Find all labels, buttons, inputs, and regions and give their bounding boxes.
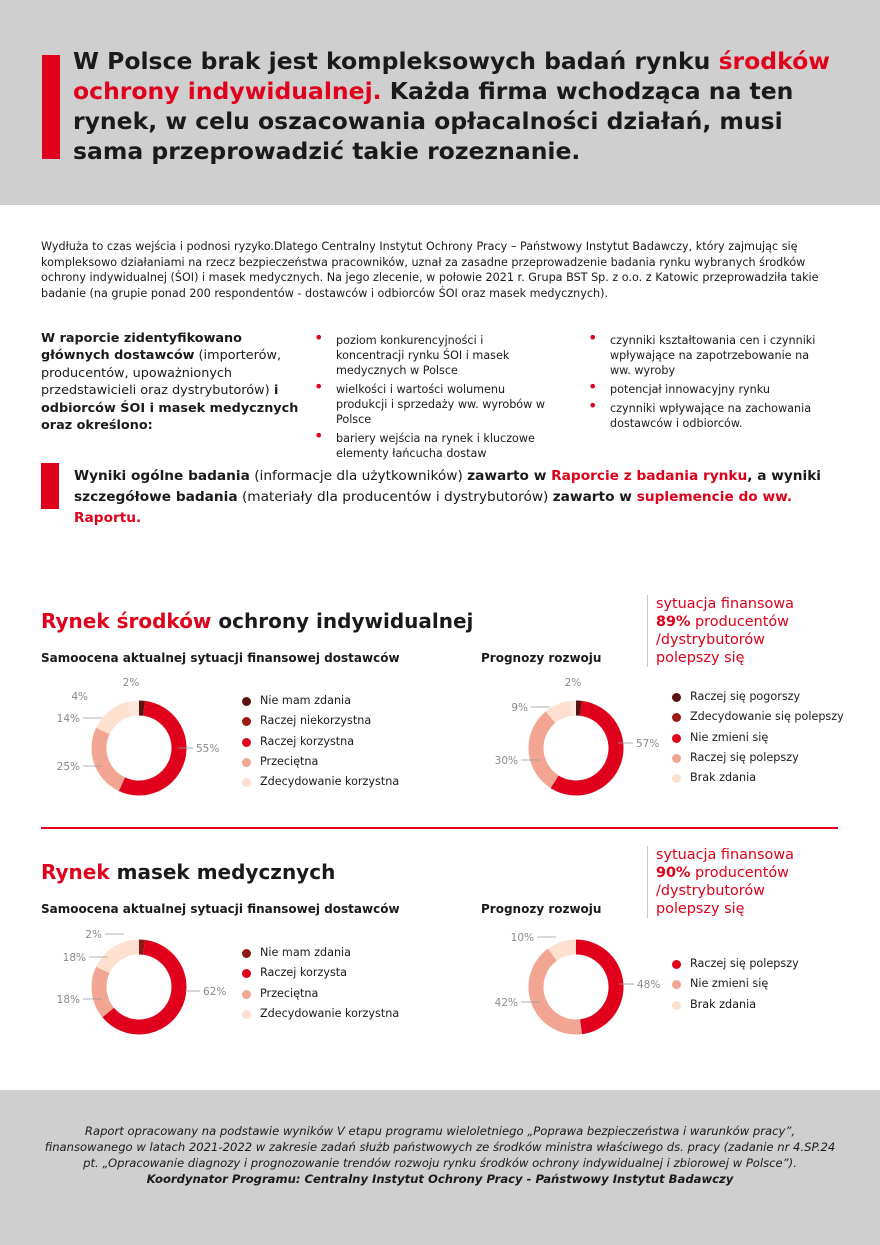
legend-label: Raczej niekorzystna: [260, 714, 372, 728]
footer: [0, 1090, 880, 1245]
legend-swatch: [672, 754, 681, 763]
section-title-soi: [41, 609, 473, 633]
donut-slice: [99, 970, 108, 1013]
results-bold: Wyniki ogólne badania: [74, 468, 250, 484]
legend-swatch: [672, 980, 681, 989]
legend-label: Nie zmieni się: [690, 730, 769, 744]
report-link-text: Raporcie z badania rynku: [551, 468, 748, 484]
chart-title: Prognozy rozwoju: [481, 902, 602, 916]
legend-label: Nie zmieni się: [690, 977, 769, 991]
slice-label: 48%: [637, 979, 661, 991]
slice-label: 57%: [636, 738, 660, 750]
slice-label: 4%: [71, 691, 88, 703]
legend-item: [242, 735, 399, 755]
legend-soi-forecast: [672, 690, 844, 791]
legend-label: Zdecydowanie korzystna: [260, 1006, 400, 1020]
list-item: • bariery wejścia na rynek i kluczowe elementy łańcucha dostaw: [314, 431, 554, 461]
footer-text: [40, 1123, 840, 1187]
callout-percent: 89%: [656, 614, 691, 630]
callout-text: producentów: [690, 865, 789, 881]
legend-item: [672, 771, 844, 791]
callout-text: producentów: [690, 614, 789, 630]
donut-slice: [576, 947, 616, 1027]
callout-line: polepszy się: [656, 901, 745, 917]
chart-title: Samoocena aktualnej sytuacji finansowej dostawców: [41, 651, 400, 665]
slice-label: 10%: [510, 932, 534, 944]
legend-swatch: [672, 713, 681, 722]
results-normal: (informacje dla użytkowników): [249, 468, 468, 484]
donut-slice: [103, 947, 139, 970]
legend-label: Raczej się pogorszy: [690, 690, 801, 703]
slice-label: 62%: [203, 986, 227, 998]
footer-description: Raport opracowany na podstawie wyników V etapu programu wieloletniego „Poprawa bezpieczeństwa i warunków pracy”, finansowanego w latach 2021-2022 w zakresie zadań służb państwowych ze środków ministra właściwego ds. pracy (zadanie nr 4.SP.24 pt. „Opracowanie diagnozy i prognozowanie trendów rozwoju rynku środków ochrony indywidualnej i zbiorowej w Polsce”).: [44, 1124, 836, 1170]
donut-slice: [99, 731, 122, 784]
findings-bold1: W raporcie zidentyfikowano głównych dostawców: [41, 331, 242, 364]
headline: [73, 46, 853, 166]
section-title-rest: ochrony indywidualnej: [211, 609, 474, 633]
legend-swatch: [672, 960, 681, 969]
slice-label: 2%: [564, 677, 582, 689]
legend-item: [672, 998, 799, 1018]
slice-label: 18%: [56, 994, 80, 1006]
chart-title: Prognozy rozwoju: [481, 651, 602, 665]
donut-slice: [536, 717, 555, 782]
donut-slice: [103, 709, 129, 731]
legend-label: Brak zdania: [690, 771, 757, 785]
section-divider: [41, 827, 838, 829]
slice-label: 30%: [494, 755, 518, 767]
legend-label: Zdecydowanie korzystna: [260, 775, 400, 789]
legend-item: [672, 751, 844, 771]
findings-list-1: [314, 333, 554, 465]
results-bold: zawarto w: [467, 468, 552, 484]
callout-line: polepszy się: [656, 650, 745, 666]
results-bold: zawarto w: [552, 489, 637, 505]
legend-swatch: [242, 738, 251, 747]
legend-item: [672, 957, 799, 977]
list-item: • czynniki wpływające na zachowania dostawców i odbiorców.: [588, 401, 828, 431]
legend-swatch: [242, 990, 251, 999]
slice-label: 18%: [62, 952, 86, 964]
legend-item: [242, 775, 399, 795]
callout-line: /dystrybutorów: [656, 632, 765, 648]
intro-paragraph: Wydłuża to czas wejścia i podnosi ryzyko.Dlatego Centralny Instytut Ochrony Pracy – Państwowy Instytut Badawczy, który zajmując się kompleksowo działaniami na rzecz bezpieczeństwa pracowników, uznał za zasadne przeprowadzenie badania rynku wybranych środków ochrony indywidualnej (ŚOI) i masek medycznych. Na jego zlecenie, w połowie 2021 r. Grupa BST Sp. z o.o. z Katowic przeprowadziła takie badanie (na grupie ponad 200 respondentów - dostawców i odbiorców ŚOI oraz masek medycznych).: [41, 240, 819, 300]
legend-item: [672, 977, 799, 997]
slice-label: 2%: [85, 929, 102, 941]
legend-item: [672, 731, 844, 751]
slice-label: 2%: [122, 677, 140, 689]
legend-label: Brak zdania: [690, 997, 757, 1011]
slice-label: 14%: [56, 713, 80, 725]
results-normal: (materiały dla producentów i dystrybutorów): [237, 489, 553, 505]
legend-swatch: [672, 734, 681, 743]
legend-item: [242, 946, 399, 966]
list-item: • potencjał innowacyjny rynku: [588, 382, 828, 397]
legend-item: [242, 966, 399, 986]
legend-swatch: [242, 717, 251, 726]
results-box: [41, 463, 841, 526]
headline-part1: W Polsce brak jest kompleksowych badań rynku: [73, 47, 719, 75]
legend-label: Przeciętna: [260, 986, 319, 1000]
findings-intro: [41, 330, 306, 434]
legend-item: [242, 987, 399, 1007]
legend-swatch: [242, 949, 251, 958]
results-bold: , a wyniki szczegółowe badania: [74, 468, 821, 505]
legend-label: Raczej się polepszy: [690, 750, 799, 764]
section-title-masks: [41, 860, 335, 884]
section-title-rest: masek medycznych: [109, 860, 336, 884]
legend-swatch: [242, 758, 251, 767]
callout-percent: 90%: [656, 865, 691, 881]
legend-label: Nie mam zdania: [260, 946, 352, 959]
legend-label: Raczej korzystna: [260, 734, 355, 748]
callout-line: sytuacja finansowa: [656, 596, 794, 612]
legend-item: [242, 714, 399, 734]
accent-bar: [42, 55, 60, 159]
legend-label: Zdecydowanie się polepszy: [690, 710, 844, 724]
legend-swatch: [242, 778, 251, 787]
callout-masks: [647, 846, 856, 918]
headline-highlight: środków ochrony indywidualnej.: [73, 47, 830, 105]
callout-line: [656, 613, 856, 631]
section-title-red: Rynek środków: [41, 609, 212, 633]
supplement-link-text: suplemencie do ww. Raportu.: [74, 489, 793, 526]
footer-coordinator: Koordynator Programu: Centralny Instytut Ochrony Pracy - Państwowy Instytut Badawczy: [146, 1172, 734, 1186]
legend-swatch: [242, 1010, 251, 1019]
donut-slice: [555, 708, 616, 788]
legend-masks-forecast: [672, 957, 799, 1018]
header-banner: [0, 0, 880, 205]
legend-swatch: [242, 969, 251, 978]
accent-bar: [41, 463, 59, 509]
legend-swatch: [672, 693, 681, 702]
headline-part3: Każda firma wchodząca na ten rynek, w celu oszacowania opłacalności działań, musi sama przeprowadzić takie rozeznanie.: [73, 77, 794, 165]
donut-slice: [536, 955, 581, 1027]
slice-label: 25%: [56, 761, 80, 773]
callout-line: sytuacja finansowa: [656, 847, 794, 863]
legend-label: Raczej się polepszy: [690, 957, 799, 970]
list-item: • czynniki kształtowania cen i czynniki wpływające na zapotrzebowanie na ww. wyroby: [588, 333, 828, 378]
legend-item: [672, 710, 844, 730]
callout-soi: [647, 595, 856, 667]
slice-label: 9%: [511, 702, 528, 714]
list-item: • wielkości i wartości wolumenu produkcji i sprzedaży ww. wyrobów w Polsce: [314, 382, 554, 427]
donut-slice: [129, 708, 139, 709]
legend-label: Raczej korzysta: [260, 966, 348, 980]
chart-title: Samoocena aktualnej sytuacji finansowej dostawców: [41, 902, 400, 916]
legend-label: Przeciętna: [260, 754, 319, 768]
section-title-red: Rynek: [41, 860, 110, 884]
legend-swatch: [672, 774, 681, 783]
donut-slice: [551, 708, 571, 717]
legend-item: [242, 755, 399, 775]
callout-line: [656, 864, 856, 882]
donut-slice: [122, 708, 179, 788]
legend-label: Nie mam zdania: [260, 694, 352, 707]
legend-swatch: [242, 697, 251, 706]
legend-item: [242, 694, 399, 714]
findings-list-2: [588, 333, 828, 435]
callout-line: /dystrybutorów: [656, 883, 765, 899]
donut-slice: [552, 947, 576, 955]
list-item: • poziom konkurencyjności i koncentracji rynku ŚOI i masek medycznych w Polsce: [314, 333, 554, 378]
legend-item: [672, 690, 844, 710]
slice-label: 42%: [494, 997, 518, 1009]
legend-masks-self: [242, 946, 399, 1027]
findings-normal: (importerów, producentów, upoważnionych przedstawicieli oraz dystrybutorów): [41, 348, 282, 399]
legend-swatch: [672, 1001, 681, 1010]
legend-item: [242, 1007, 399, 1027]
slice-label: 55%: [196, 743, 220, 755]
legend-soi-self: [242, 694, 399, 795]
results-text: [74, 466, 844, 529]
findings-bold2: i odbiorców ŚOI i masek medycznych oraz określono:: [41, 383, 299, 434]
